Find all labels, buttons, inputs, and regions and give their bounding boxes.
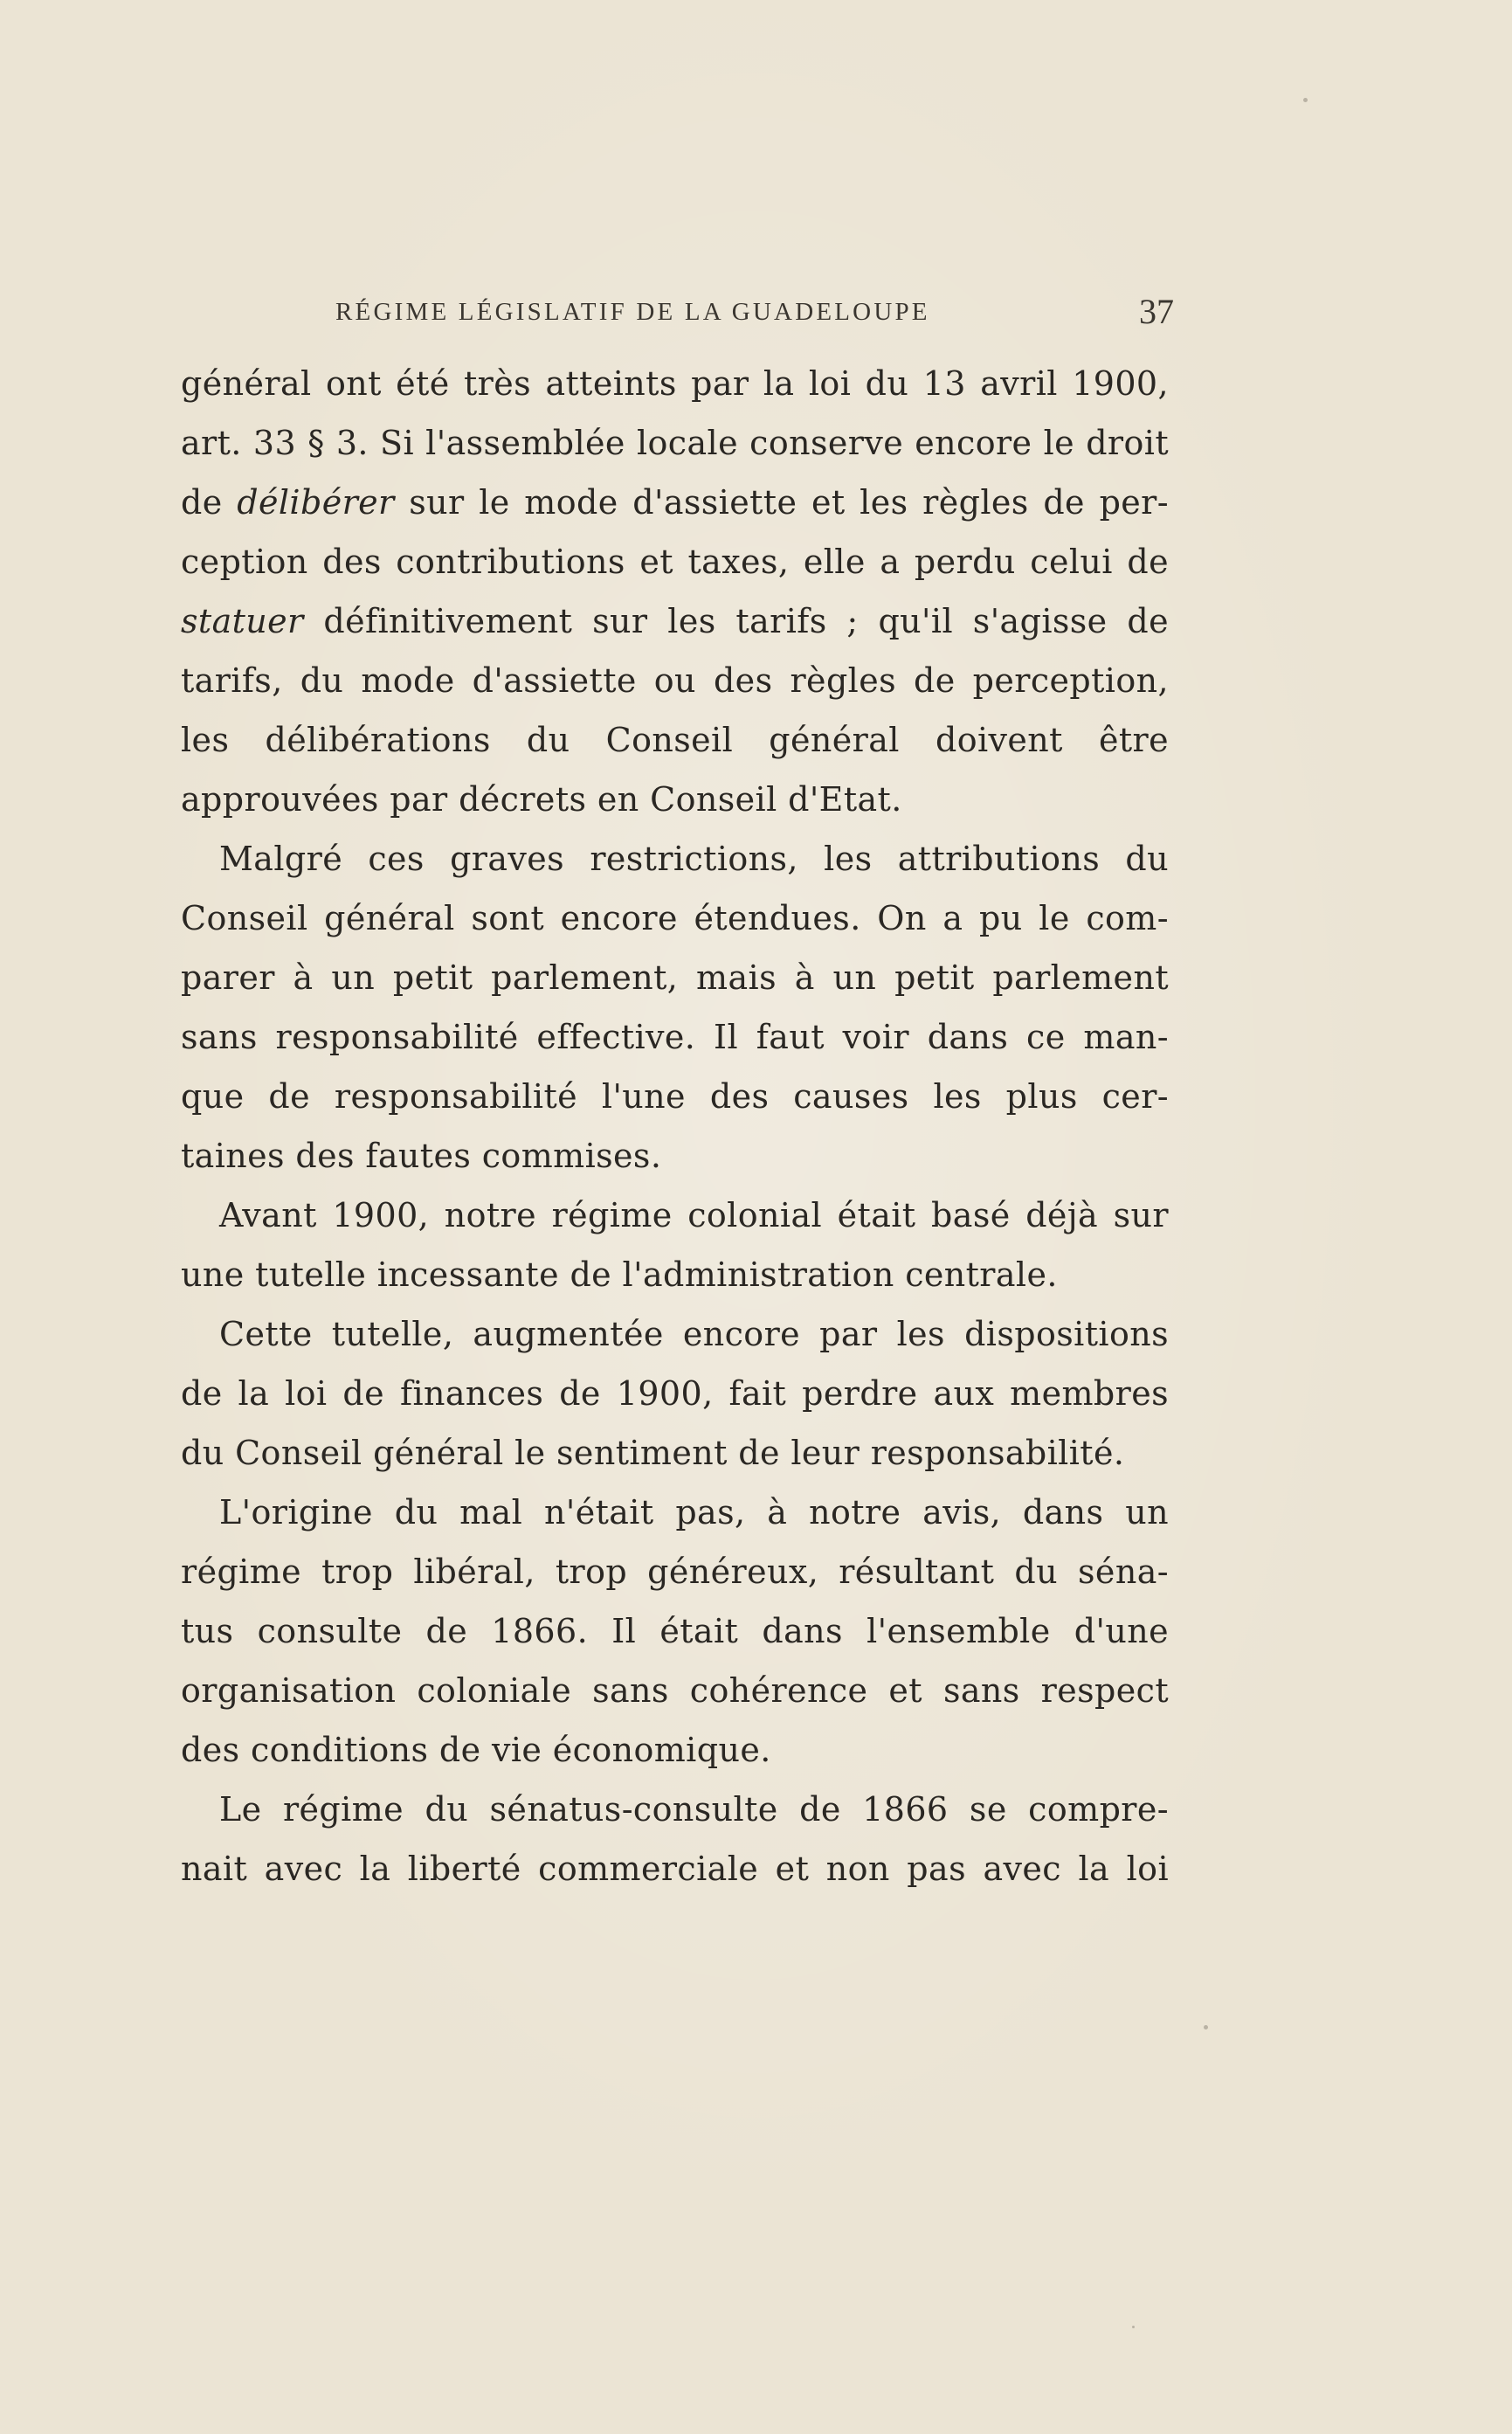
running-title: RÉGIME LÉGISLATIF DE LA GUADELOUPE xyxy=(335,298,930,326)
text-line: ception des contributions et taxes, elle a perdu celui de xyxy=(181,543,1169,581)
text-line: du Conseil général le sentiment de leur responsabilité. xyxy=(181,1434,1125,1472)
text-line: nait avec la liberté commerciale et non pas avec la loi xyxy=(181,1850,1169,1888)
text-line: général ont été très atteints par la loi du 13 avril 1900, xyxy=(181,364,1169,403)
text-line: tus consulte de 1866. Il était dans l'ensemble d'une xyxy=(181,1612,1169,1650)
italic-word: statuer xyxy=(181,602,304,640)
text-line: taines des fautes commises. xyxy=(181,1137,662,1175)
text-line: Avant 1900, notre régime colonial était basé déjà sur xyxy=(219,1196,1169,1234)
text-line: art. 33 § 3. Si l'assemblée locale conserve encore le droit xyxy=(181,424,1169,462)
text-line: Malgré ces graves restrictions, les attributions du xyxy=(219,840,1169,878)
body-text xyxy=(181,354,1169,1898)
text-line: les délibérations du Conseil général doivent être xyxy=(181,721,1169,759)
text-line: sans responsabilité effective. Il faut voir dans ce man- xyxy=(181,1018,1169,1056)
text-line: Le régime du sénatus-consulte de 1866 se compre- xyxy=(219,1790,1169,1829)
text-line: de la loi de finances de 1900, fait perdre aux membres xyxy=(181,1374,1169,1413)
text-line: parer à un petit parlement, mais à un petit parlement xyxy=(181,958,1169,997)
text-line: Conseil général sont encore étendues. On a pu le com- xyxy=(181,899,1169,937)
text-line xyxy=(181,591,1169,651)
text-line: des conditions de vie économique. xyxy=(181,1731,771,1769)
text-run: sur le mode d'assiette et les règles de per- xyxy=(394,483,1169,522)
paper-speck xyxy=(1132,2326,1135,2328)
text-run: définitivement sur les tarifs ; qu'il s'agisse de xyxy=(303,602,1169,640)
text-line: tarifs, du mode d'assiette ou des règles de perception, xyxy=(181,661,1169,700)
text-line: une tutelle incessante de l'administration centrale. xyxy=(181,1255,1058,1294)
text-line xyxy=(181,473,1169,532)
text-line: Cette tutelle, augmentée encore par les dispositions xyxy=(219,1315,1169,1353)
text-line: régime trop libéral, trop généreux, résultant du séna- xyxy=(181,1552,1169,1591)
text-line: L'origine du mal n'était pas, à notre avis, dans un xyxy=(219,1493,1169,1532)
italic-word: délibérer xyxy=(237,483,395,522)
paper-speck xyxy=(1204,2025,1208,2029)
page-number: 37 xyxy=(1139,292,1174,331)
text-line: organisation coloniale sans cohérence et sans respect xyxy=(181,1671,1169,1710)
text-line: que de responsabilité l'une des causes les plus cer- xyxy=(181,1077,1169,1116)
paper-speck xyxy=(1303,98,1308,102)
text-line: approuvées par décrets en Conseil d'Etat. xyxy=(181,780,902,819)
running-header xyxy=(335,291,1174,335)
text-run: de xyxy=(181,483,238,522)
